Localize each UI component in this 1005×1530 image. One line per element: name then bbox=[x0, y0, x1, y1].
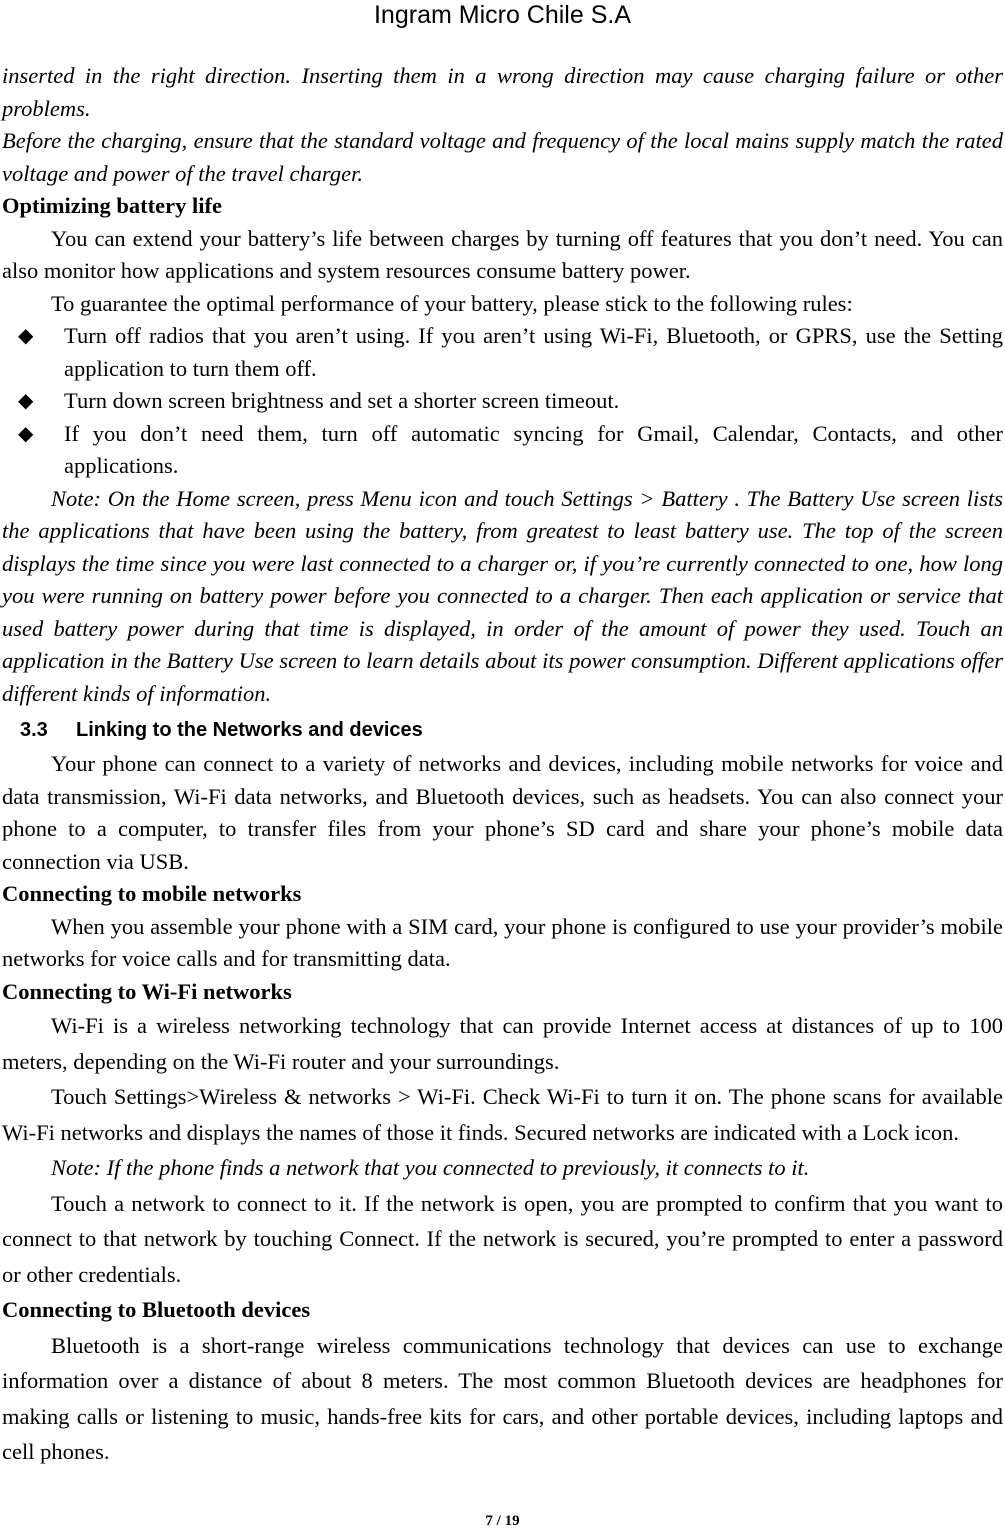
paragraph-charging-direction: inserted in the right direction. Inserting them in a wrong direction may cause charging failure or other problems. bbox=[2, 63, 1003, 121]
bullet-text: If you don’t need them, turn off automatic syncing for Gmail, Calendar, Contacts, and other applications. bbox=[64, 420, 1003, 478]
bullet-item bbox=[2, 385, 1003, 418]
section-heading bbox=[2, 714, 1003, 746]
paragraph-mobile-networks: When you assemble your phone with a SIM card, your phone is configured to use your provider’s mobile networks for voice calls and for transmitting data. bbox=[2, 913, 1003, 971]
bullet-text: Turn down screen brightness and set a shorter screen timeout. bbox=[64, 388, 620, 413]
heading-bluetooth-devices: Connecting to Bluetooth devices bbox=[2, 1297, 311, 1322]
paragraph-wifi-intro: Wi-Fi is a wireless networking technology that can provide Internet access at distances of up to 100 meters, depending on the Wi-Fi router and your surroundings. bbox=[2, 1013, 1003, 1074]
paragraph-extend-battery: You can extend your battery’s life between charges by turning off features that you don’t need. You can also monitor how applications and system resources consume battery power. bbox=[2, 225, 1003, 283]
note-wifi-previous: Note: If the phone finds a network that you connected to previously, it connects to it. bbox=[51, 1155, 810, 1180]
note-battery-use: Note: On the Home screen, press Menu icon and touch Settings > Battery . The Battery Use screen lists the applications that have been using the battery, from greatest to least battery use. The top of the screen displays the time since you were last connected to a charger or, if you’re currently connected to one, how long you were running on battery power before you connected to a charger. Then each application or service that used battery power during that time is displayed, in order of the amount of power they used. Touch an application in the Battery Use screen to learn details about its power consumption. Different applications offer different kinds of information. bbox=[2, 485, 1003, 706]
paragraph-bluetooth: Bluetooth is a short-range wireless communications technology that devices can use to exchange information over a distance of about 8 meters. The most common Bluetooth devices are headphones for making calls or listening to music, hands-free kits for cars, and other portable devices, including laptops and cell phones. bbox=[2, 1332, 1003, 1464]
paragraph-wifi-settings: Touch Settings>Wireless & networks > Wi-Fi. Check Wi-Fi to turn it on. The phone scans for available Wi-Fi networks and displays the names of those it finds. Secured networks are indicated with a Lock icon. bbox=[2, 1084, 1003, 1145]
section-number: 3.3 bbox=[20, 719, 48, 741]
heading-optimizing-battery: Optimizing battery life bbox=[2, 193, 222, 218]
paragraph-networks-intro: Your phone can connect to a variety of networks and devices, including mobile networks for voice and data transmission, Wi-Fi data networks, and Bluetooth devices, such as headsets. You can also connect your phone to a computer, to transfer files from your phone’s SD card and share your phone’s mobile data connection via USB. bbox=[2, 751, 1003, 874]
diamond-bullet-icon: ◆ bbox=[18, 325, 34, 347]
diamond-bullet-icon: ◆ bbox=[18, 422, 34, 445]
document-body bbox=[2, 60, 1003, 1470]
bullet-item bbox=[2, 320, 1003, 385]
bullet-item bbox=[2, 418, 1003, 483]
bullet-text: Turn off radios that you aren’t using. If you aren’t using Wi-Fi, Bluetooth, or GPRS, use the Setting application to turn them off. bbox=[64, 323, 1003, 381]
paragraph-wifi-connect: Touch a network to connect to it. If the network is open, you are prompted to confirm that you want to connect to that network by touching Connect. If the network is secured, you’re prompted to enter a password or other credentials. bbox=[2, 1190, 1003, 1287]
heading-wifi-networks: Connecting to Wi-Fi networks bbox=[2, 978, 292, 1004]
heading-mobile-networks: Connecting to mobile networks bbox=[2, 881, 302, 906]
diamond-bullet-icon: ◆ bbox=[18, 390, 34, 412]
page-number: 7 / 19 bbox=[485, 1513, 520, 1529]
page-header: Ingram Micro Chile S.A bbox=[373, 1, 632, 29]
section-title: Linking to the Networks and devices bbox=[76, 719, 423, 741]
paragraph-charging-voltage: Before the charging, ensure that the standard voltage and frequency of the local mains supply match the rated voltage and power of the travel charger. bbox=[2, 128, 1003, 186]
paragraph-battery-rules: To guarantee the optimal performance of your battery, please stick to the following rules: bbox=[51, 290, 853, 316]
